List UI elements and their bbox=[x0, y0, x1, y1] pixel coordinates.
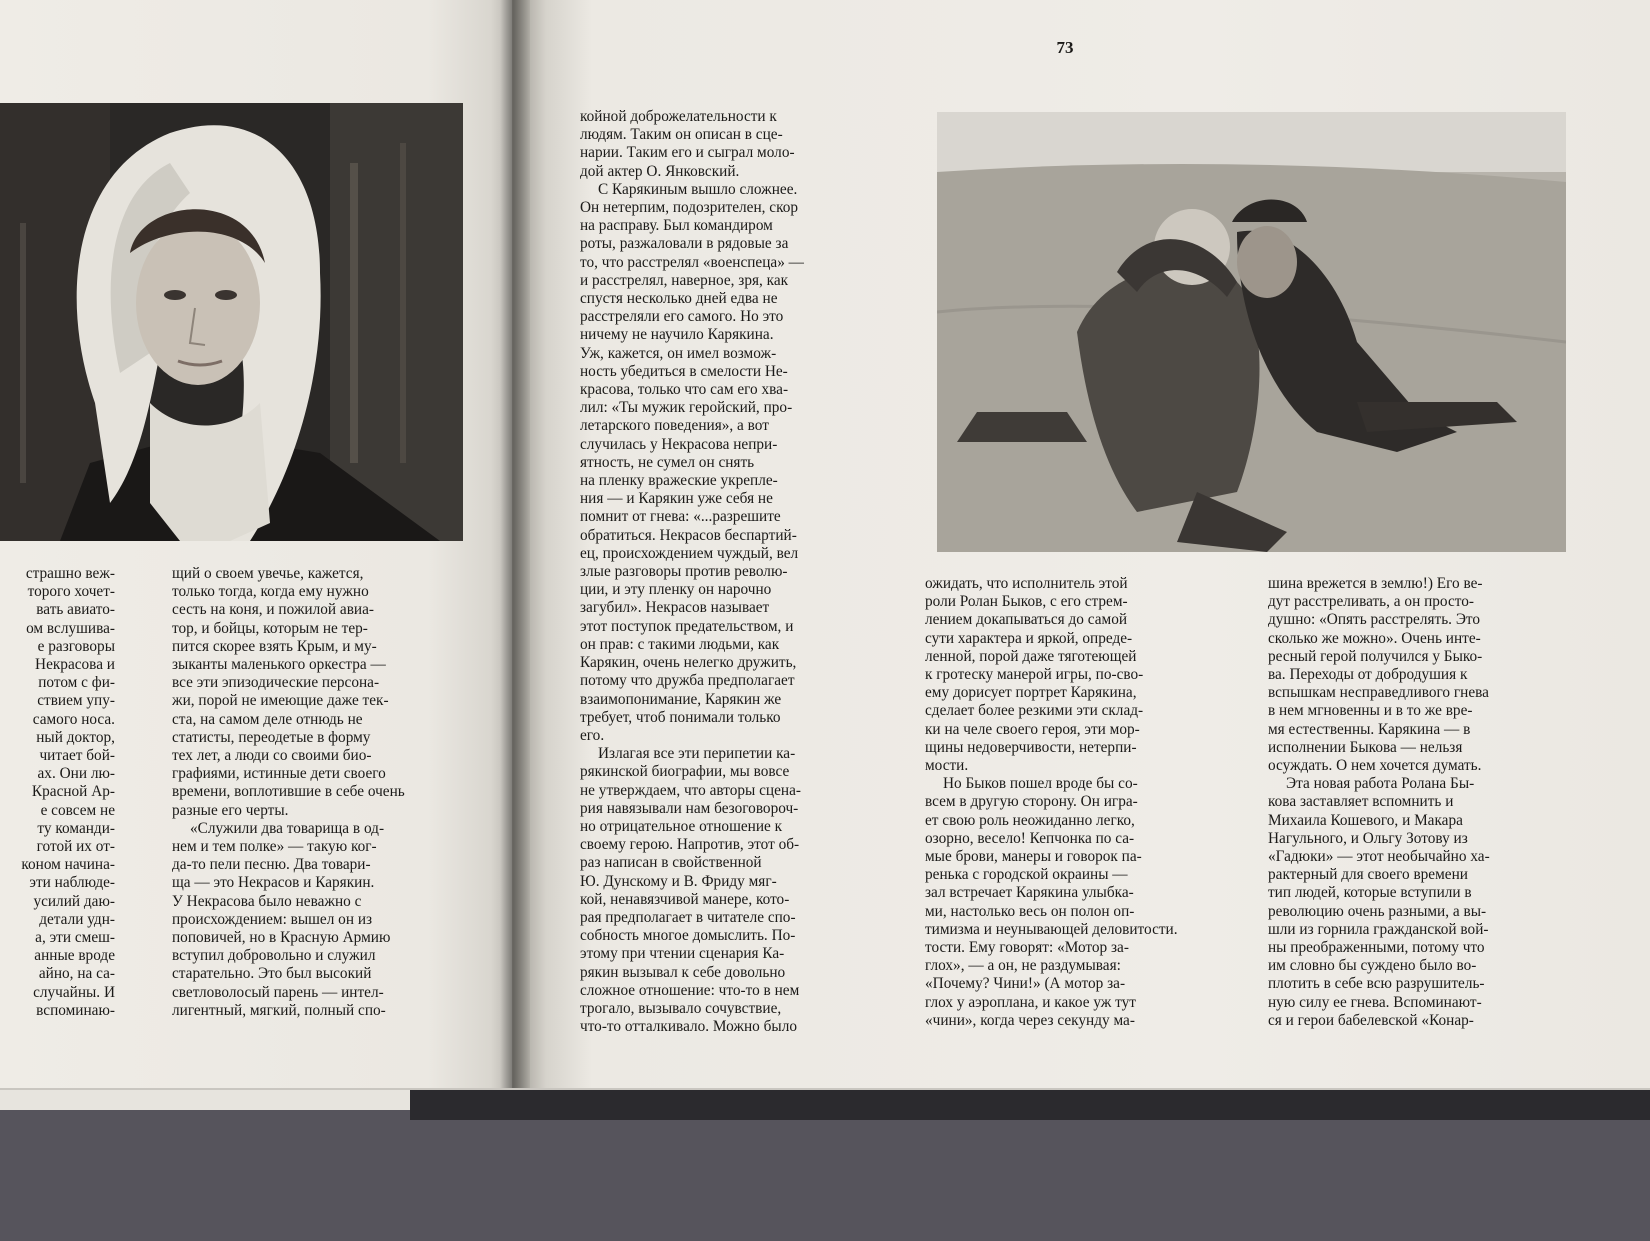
paragraph: «Служили два товарища в од- нем и тем полке» — такую ког- да-то пели песню. Два товари- ща — это Некрасов и Карякин. У Некрасова было неважно с происхождением: вышел он из поповичей, но в Красную Армию вступил добровольно и служил старательно. Это был высокий светловолосый парень — интел- лигентный, мягкий, полный спо- bbox=[172, 819, 391, 1019]
text-column-d bbox=[925, 575, 1220, 1030]
page-stack bbox=[0, 1090, 410, 1110]
paragraph: ожидать, что исполнитель этой роли Ролан Быков, с его стрем- лением докапываться до самой сути характера и яркой, опреде- ленной, порой даже тяготеющей к гротеску манерой игры, по-сво- ему дорисует портрет Карякина, сделает более резкими эти склад- ки на челе своего героя, эти мор- щины недоверчивости, нетерпи- мости. bbox=[925, 575, 1144, 775]
paragraph: С Карякиным вышло сложнее. Он нетерпим, подозрителен, скор на расправу. Был командиром роты, разжаловали в рядовые за то, что расстрелял «военспеца» — и расстрелял, наверное, зря, как спустя несколько дней едва не расстреляли его самого. Но это ничему не научило Карякина. Уж, кажется, он имел возмож- ность убедиться в смелости Не- красова, только что сам его хва- лил: «Ты мужик геройский, про- летарского поведения», а вот случилась у Некрасова непри- ятность, не сумел он снять на пленку вражеские укрепле- ния — и Карякин уже себя не помнит от гнева: «...разрешите обратиться. Некрасов беспартий- ец, происхождением чуждый, вел злые разговоры против револю- ции, и эту пленку он нарочно загубил». Некрасов называет этот поступок предательством, и он прав: с такими людьми, как Карякин, очень нелегко дружить, потому что дружба предполагает взаимопонимание, Карякин же требует, чтоб понимали только его. bbox=[580, 180, 804, 744]
book-spine bbox=[500, 0, 530, 1090]
paragraph: страшно веж- торого хочет- вать авиато- ом вслушива- е разговоры Некрасова и потом с фи- ствием упу- самого носа. ный доктор, читает бой- ах. Они лю- Красной Ар- е совсем не ту команди- готой их от- коном начина- эти наблюде- усилий даю- детали удн- а, эти смеш- анные вроде айно, на са- случайны. И вспоминаю- bbox=[21, 565, 115, 1019]
paragraph: шина врежется в землю!) Его ве- дут расстреливать, а он просто- душно: «Опять расстрелять. Это сколько же можно». Очень инте- ресный герой получился у Быко- ва. Переходы от добродушия к вспышкам несправедливого гнева в нем мгновенны и в то же вре- мя естественны. Карякина — в исполнении Быкова — нельзя осуждать. О нем хочется думать. bbox=[1268, 575, 1489, 775]
page-number: 73 bbox=[1056, 38, 1074, 57]
scene-illustration bbox=[937, 112, 1566, 552]
book-cover-edge bbox=[410, 1090, 1650, 1120]
text-column-c bbox=[580, 108, 877, 1036]
paragraph: Излагая все эти перипетии ка- рякинской биографии, мы вовсе не утверждаем, что авторы сцена- рия навязывали нам безоговороч- но отрицательное отношение к своему герою. Напротив, этот об- раз написан в свойственной Ю. Дунскому и В. Фриду мяг- кой, ненавязчивой манере, кото- рая предполагает в читателе спо- собность многое домыслить. По- этому при чтении сценария Ка- рякин вызывал к себе довольно сложное отношение: что-то в нем трогало, вызывало сочувствие, что-то отталкивало. Можно было bbox=[580, 745, 801, 1036]
text-column-b bbox=[172, 565, 462, 1020]
paragraph: Но Быков пошел вроде бы со- всем в другую сторону. Он игра- ет свою роль неожиданно легко, озорно, весело! Кепчонка по са- мые брови, манеры и говорок па- ренька с городской окраины — зал встречает Карякина улыбка- ми, настолько весь он полон оп- тимизма и неунывающей деловитости. тости. Ему говорят: «Мотор за- глох», — а он, не раздумывая: «Почему? Чини!» (А мотор за- глох у аэроплана, и какое уж тут «чини», когда через секунду ма- bbox=[925, 775, 1178, 1029]
paragraph: койной доброжелательности к людям. Таким он описан в сце- нарии. Таким его и сыграл моло- дой актер О. Янковский. bbox=[580, 108, 795, 180]
paragraph: щий о своем увечье, кажется, только тогда, когда ему нужно сесть на коня, и пожилой авиа- тор, и бойцы, которым не тер- пится скорее взять Крым, и му- зыканты маленького оркестра — все эти эпизодические персона- жи, порой не имеющие даже тек- ста, на самом деле отнюдь не статисты, переодетые в форму тех лет, а люди со своими био- графиями, истинные дети своего времени, воплотившие в себе очень разные его черты. bbox=[172, 565, 405, 819]
text-column-a bbox=[0, 565, 115, 1020]
portrait-illustration bbox=[0, 103, 463, 541]
portrait-photo bbox=[0, 103, 463, 541]
scene-photo bbox=[937, 112, 1566, 552]
paragraph: Эта новая работа Ролана Бы- кова заставляет вспомнить и Михаила Кошевого, и Макара Нагульного, и Ольгу Зотову из «Гадюки» — этот необычайно ха- рактерный для своего времени тип людей, которые вступили в революцию очень разными, а вы- шли из горнила гражданской вой- ны преображенными, потому что им словно бы суждено было во- плотить в себе всю разрушитель- ную силу ее гнева. Вспоминают- ся и герои бабелевской «Конар- bbox=[1268, 775, 1490, 1029]
text-column-e bbox=[1268, 575, 1563, 1030]
